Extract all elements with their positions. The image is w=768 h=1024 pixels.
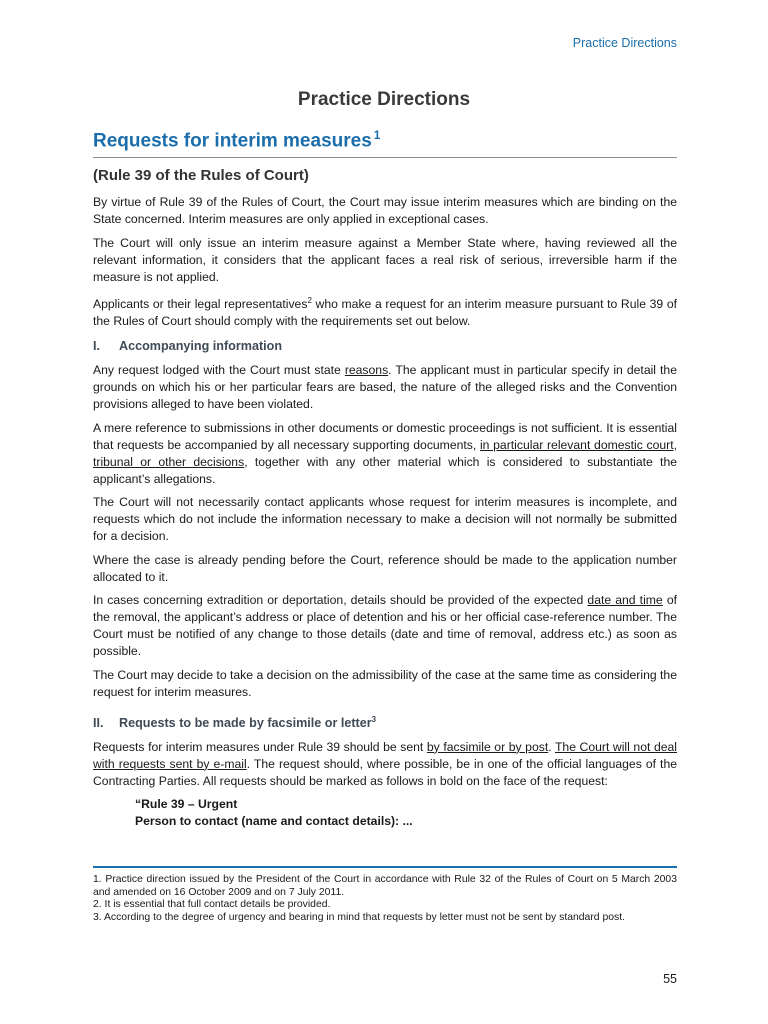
title-divider — [93, 157, 677, 158]
text-run: . The request should, where possible, be in one of the official languages of the Contracting Parties. All requests should be marked as follows in bold on the face of the request: — [93, 756, 677, 788]
paragraph-3-start: Applicants or their legal representatives — [93, 297, 308, 312]
section-title-text: Requests for interim measures — [93, 130, 372, 152]
quote-line-1: “Rule 39 – Urgent — [135, 797, 238, 812]
text-run: Any request lodged with the Court must state — [93, 363, 345, 378]
footnote-ref-1[interactable]: 1 — [373, 128, 381, 142]
page-number: 55 — [663, 972, 677, 986]
text-run: . — [548, 739, 555, 754]
quote-line-2: Person to contact (name and contact details): ... — [135, 814, 413, 829]
text-run: of the removal, the applicant’s address or place of detention and his or her official case-reference number. The Court must be notified of any change to those details (date and time of removal, address etc.) as soon as possible. — [93, 593, 677, 659]
underlined-text: reasons — [344, 363, 389, 378]
text-run: Requests for interim measures under Rule 39 should be sent — [93, 739, 427, 754]
paragraph-admissibility: The Court may decide to take a decision on the admissibility of the case at the same time as considering the request for interim measures. — [93, 667, 677, 699]
paragraph-supporting-documents — [93, 420, 677, 488]
footnote-ref-3[interactable]: 3 — [371, 714, 377, 724]
footnote-2: 2. It is essential that full contact details be provided. — [93, 899, 331, 910]
running-header: Practice Directions — [572, 36, 677, 50]
heading-number: II. — [93, 715, 104, 730]
section-title — [93, 128, 380, 152]
paragraph-3 — [93, 292, 677, 330]
footnote-1: 1. Practice direction issued by the President of the Court in accordance with Rule 32 of the Rules of Court on 5 March 2003 and amended on 16 October 2009 and on 7 July 2011. — [93, 874, 677, 898]
text-run: In cases concerning extradition or deportation, details should be provided of the expected — [93, 593, 588, 608]
heading-accompanying-information — [93, 338, 677, 355]
underlined-text: by facsimile or by post — [426, 739, 549, 754]
paragraph-reasons — [93, 362, 677, 413]
heading-text: Requests to be made by facsimile or letter — [119, 715, 372, 730]
text-run: , together with any other material which is considered to substantiate the applicant’s allegations. — [93, 454, 678, 486]
subtitle: (Rule 39 of the Rules of Court) — [93, 167, 309, 184]
paragraph-pending-case: Where the case is already pending before the Court, reference should be made to the application number allocated to it. — [93, 552, 677, 584]
page-title: Practice Directions — [297, 89, 471, 110]
paragraph-3-end: who make a request for an interim measure pursuant to Rule 39 of the Rules of Court should comply with the requirements set out below. — [93, 297, 677, 329]
footnote-divider — [93, 866, 677, 868]
footnote-ref-2[interactable]: 2 — [307, 296, 312, 305]
paragraph-facsimile — [93, 739, 677, 790]
footnote-3: 3. According to the degree of urgency and bearing in mind that requests by letter must not be sent by standard post. — [93, 911, 625, 923]
paragraph-2: The Court will only issue an interim measure against a Member State where, having reviewed all the relevant information, it considers that the applicant faces a real risk of serious, irreversible harm if the measure is not applied. — [93, 235, 677, 284]
body-text — [93, 166, 677, 830]
underlined-text: date and time — [587, 593, 663, 608]
heading-text: Accompanying information — [119, 339, 283, 354]
footnotes — [93, 874, 677, 924]
heading-facsimile-or-letter — [93, 711, 677, 732]
text-run: . The applicant must in particular specify in detail the grounds on which his or her particular fears are based, the nature of the alleged risks and the Convention provisions alleged to have been violated. — [93, 363, 677, 412]
text-run: A mere reference to submissions in other documents or domestic proceedings is not sufficient. It is essential that requests be accompanied by all necessary supporting documents, — [93, 420, 677, 452]
paragraph-extradition — [93, 592, 677, 660]
paragraph-incomplete-requests: The Court will not necessarily contact applicants whose request for interim measures is incomplete, and requests which do not include the information necessary to make a decision will not normally be submitted for a decision. — [93, 495, 677, 544]
underlined-text: in particular relevant domestic court, tribunal or other decisions — [93, 437, 677, 469]
heading-number: I. — [93, 339, 100, 354]
paragraph-1: By virtue of Rule 39 of the Rules of Court, the Court may issue interim measures which are binding on the State concerned. Interim measures are only applied in exceptional cases. — [93, 195, 677, 226]
underlined-text: The Court will not deal with requests sent by e-mail — [93, 739, 677, 771]
request-marking-example — [135, 796, 677, 830]
